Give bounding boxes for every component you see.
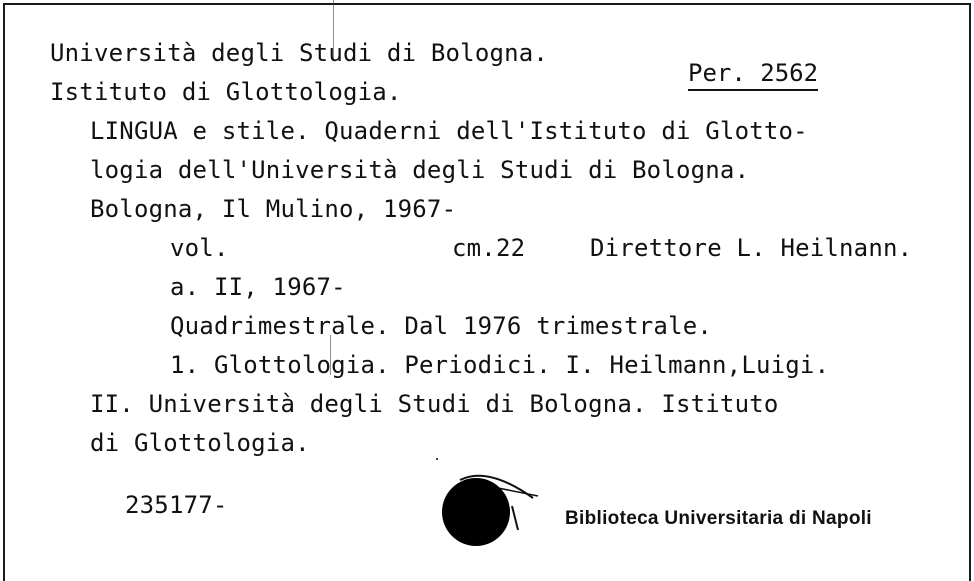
director-line: Direttore L. Heilnann. xyxy=(590,234,913,262)
tracing-line-2: II. Università degli Studi di Bologna. Istituto xyxy=(90,390,779,418)
accession-number: 235177- xyxy=(125,491,228,519)
header-line-2: Istituto di Glottologia. xyxy=(50,78,402,106)
physical-size: cm.22 xyxy=(452,234,526,262)
frequency-note: Quadrimestrale. Dal 1976 trimestrale. xyxy=(170,312,713,340)
title-line-2: logia dell'Università degli Studi di Bologna. xyxy=(90,156,750,184)
speck xyxy=(436,458,438,460)
library-seal-icon xyxy=(438,462,548,554)
tracing-line-1: 1. Glottologia. Periodici. I. Heilmann,Luigi. xyxy=(170,351,830,379)
title-line-1: LINGUA e stile. Quaderni dell'Istituto di Glotto- xyxy=(90,117,808,145)
tracing-line-3: di Glottologia. xyxy=(90,429,310,457)
library-stamp-label: Biblioteca Universitaria di Napoli xyxy=(565,508,872,529)
physical-vol: vol. xyxy=(170,234,229,262)
header-line-1: Università degli Studi di Bologna. xyxy=(50,39,549,67)
numbering-line: a. II, 1967- xyxy=(170,273,346,301)
imprint-line: Bologna, Il Mulino, 1967- xyxy=(90,195,457,223)
call-number: Per. 2562 xyxy=(688,58,818,91)
